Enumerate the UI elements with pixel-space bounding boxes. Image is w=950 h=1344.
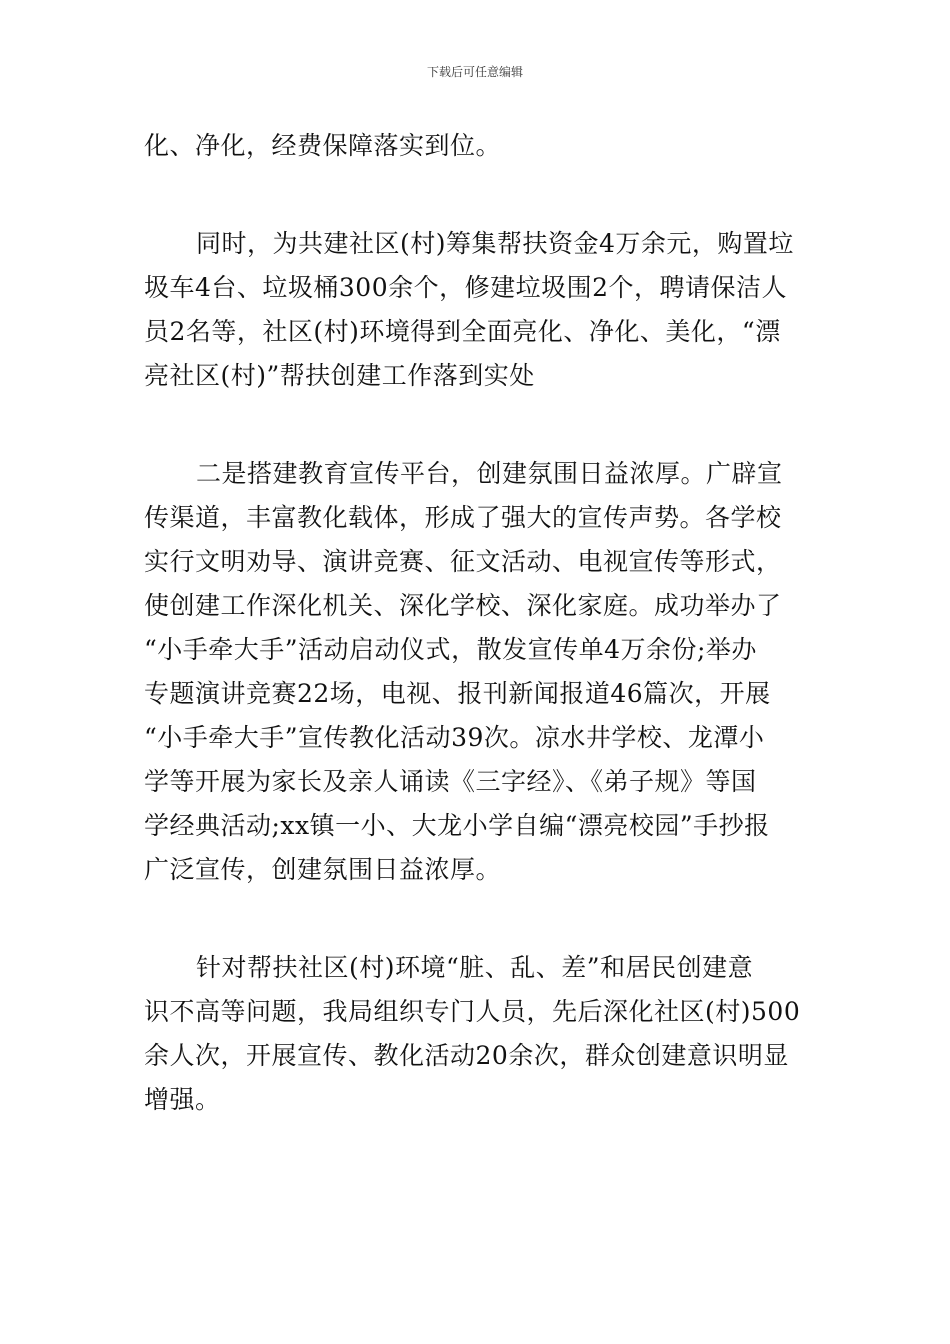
- paragraph-line: 针对帮扶社区(村)环境“脏、乱、差”和居民创建意: [196, 953, 754, 982]
- paragraph-line: 员2名等，社区(村)环境得到全面亮化、净化、美化，“漂: [144, 317, 781, 346]
- paragraph-line: 同时，为共建社区(村)筹集帮扶资金4万余元，购置垃: [196, 229, 794, 258]
- paragraph-line: 二是搭建教育宣传平台，创建氛围日益浓厚。广辟宣: [196, 459, 783, 488]
- paragraph-gap: [144, 398, 808, 452]
- header-note: 下载后可任意编辑: [426, 65, 523, 79]
- paragraph-line: 余人次，开展宣传、教化活动20余次，群众创建意识明显: [144, 1041, 789, 1070]
- paragraph-line: “小手牵大手”宣传教化活动39次。凉水井学校、龙潭小: [144, 723, 765, 752]
- paragraph-gap: [144, 168, 808, 222]
- paragraph-line: 学经典活动;xx镇一小、大龙小学自编“漂亮校园”手抄报: [144, 811, 770, 840]
- paragraph-line: 圾车4台、垃圾桶300余个，修建垃圾围2个，聘请保洁人: [144, 273, 788, 302]
- paragraph-line: 实行文明劝导、演讲竞赛、征文活动、电视宣传等形式，: [144, 547, 782, 576]
- paragraph-line: 化、净化，经费保障落实到位。: [144, 131, 502, 160]
- paragraph-line: 学等开展为家长及亲人诵读《三字经》、《弟子规》等国: [144, 767, 757, 796]
- paragraph-line: 使创建工作深化机关、深化学校、深化家庭。成功举办了: [144, 591, 782, 620]
- paragraph-line: “小手牵大手”活动启动仪式，散发宣传单4万余份;举办: [144, 635, 757, 664]
- paragraph-line: 增强。: [144, 1085, 221, 1114]
- paragraph-line: 广泛宣传，创建氛围日益浓厚。: [144, 855, 502, 884]
- paragraph-line: 识不高等问题，我局组织专门人员，先后深化社区(村)500: [144, 997, 801, 1026]
- paragraph-line: 亮社区(村)”帮扶创建工作落到实处: [144, 361, 535, 390]
- paragraph-gap: [144, 892, 808, 946]
- document-body: [144, 124, 808, 1122]
- paragraph-line: 传渠道，丰富教化载体，形成了强大的宣传声势。各学校: [144, 503, 782, 532]
- paragraph-line: 专题演讲竞赛22场，电视、报刊新闻报道46篇次，开展: [144, 679, 771, 708]
